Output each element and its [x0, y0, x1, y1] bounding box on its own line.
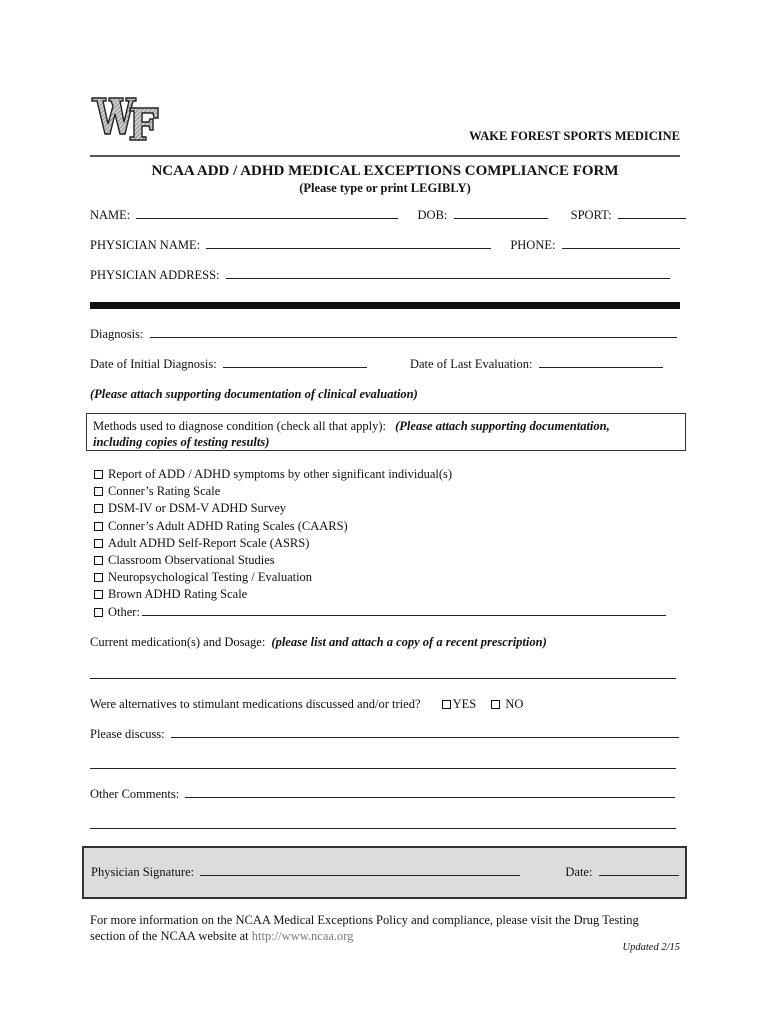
- ncaa-link[interactable]: http://www.ncaa.org: [251, 929, 354, 943]
- method-item[interactable]: Report of ADD / ADHD symptoms by other significant individual(s): [94, 466, 684, 483]
- comments-label: Other Comments:: [90, 787, 180, 801]
- method-item-other[interactable]: Other:: [94, 604, 684, 621]
- name-label: NAME:: [90, 208, 131, 222]
- diagnosis-dates-row: [90, 357, 680, 372]
- discuss-row: [90, 727, 680, 742]
- comments-field[interactable]: [185, 797, 675, 798]
- checkbox-icon[interactable]: [491, 700, 500, 709]
- sport-label: SPORT:: [570, 208, 612, 222]
- physician-address-label: PHYSICIAN ADDRESS:: [90, 268, 220, 282]
- discuss-field-line2[interactable]: [90, 768, 676, 769]
- method-item[interactable]: Neuropsychological Testing / Evaluation: [94, 569, 684, 586]
- last-evaluation-label: Date of Last Evaluation:: [409, 357, 533, 371]
- initial-diagnosis-field[interactable]: [223, 367, 367, 368]
- alternatives-question: Were alternatives to stimulant medications discussed and/or tried?: [90, 697, 421, 711]
- phone-field[interactable]: [562, 248, 680, 249]
- signature-date-field[interactable]: [599, 875, 679, 876]
- signature-field[interactable]: [200, 875, 520, 876]
- footer-info: [90, 912, 680, 944]
- physician-address-field[interactable]: [226, 278, 670, 279]
- diagnosis-row: [90, 327, 680, 342]
- method-item[interactable]: Brown ADHD Rating Scale: [94, 586, 684, 603]
- discuss-field[interactable]: [171, 737, 679, 738]
- methods-box: [86, 413, 686, 451]
- medication-field[interactable]: [90, 678, 676, 679]
- methods-checklist: [94, 466, 684, 621]
- discuss-label: Please discuss:: [90, 727, 165, 741]
- organization-name: WAKE FOREST SPORTS MEDICINE: [469, 129, 680, 143]
- physician-row: [90, 238, 680, 253]
- checkbox-icon[interactable]: [94, 608, 103, 617]
- medication-note: (please list and attach a copy of a recent prescription): [271, 635, 547, 649]
- methods-note-cont: including copies of testing results): [93, 435, 270, 449]
- signature-row: [91, 865, 679, 880]
- method-item[interactable]: Classroom Observational Studies: [94, 552, 684, 569]
- last-evaluation-field[interactable]: [539, 367, 663, 368]
- signature-box: [82, 846, 687, 899]
- section-divider: [90, 302, 680, 309]
- checkbox-icon[interactable]: [94, 470, 103, 479]
- diagnosis-label: Diagnosis:: [90, 327, 144, 341]
- wake-forest-logo: [90, 94, 160, 142]
- medication-row: [90, 635, 680, 650]
- updated-date: Updated 2/15: [622, 942, 680, 953]
- sport-field[interactable]: [618, 218, 686, 219]
- methods-note: (Please attach supporting documentation,: [395, 419, 610, 433]
- name-field[interactable]: [136, 218, 398, 219]
- other-method-field[interactable]: [142, 615, 666, 616]
- checkbox-icon[interactable]: [94, 504, 103, 513]
- identity-row: [90, 208, 680, 223]
- phone-label: PHONE:: [510, 238, 556, 252]
- footer-text-line1: For more information on the NCAA Medical Exceptions Policy and compliance, please visit the Drug Testing: [90, 913, 639, 927]
- no-option[interactable]: NO: [491, 697, 523, 711]
- address-row: [90, 268, 680, 283]
- medication-label: Current medication(s) and Dosage:: [90, 635, 266, 649]
- form-subtitle: (Please type or print LEGIBLY): [299, 181, 471, 195]
- attach-note: (Please attach supporting documentation of clinical evaluation): [90, 387, 418, 401]
- yes-option[interactable]: YES: [442, 697, 477, 711]
- checkbox-icon[interactable]: [94, 539, 103, 548]
- checkbox-icon[interactable]: [94, 590, 103, 599]
- signature-label: Physician Signature:: [91, 865, 195, 879]
- methods-intro: Methods used to diagnose condition (check all that apply):: [93, 419, 386, 433]
- comments-row: [90, 787, 680, 802]
- checkbox-icon[interactable]: [442, 700, 451, 709]
- dob-field[interactable]: [454, 218, 548, 219]
- footer-text-line2: section of the NCAA website at: [90, 929, 249, 943]
- method-item[interactable]: Conner’s Adult ADHD Rating Scales (CAARS): [94, 518, 684, 535]
- checkbox-icon[interactable]: [94, 556, 103, 565]
- checkbox-icon[interactable]: [94, 487, 103, 496]
- header-divider: [90, 155, 680, 157]
- method-item[interactable]: Adult ADHD Self-Report Scale (ASRS): [94, 535, 684, 552]
- physician-name-label: PHYSICIAN NAME:: [90, 238, 201, 252]
- form-title: NCAA ADD / ADHD MEDICAL EXCEPTIONS COMPLIANCE FORM: [151, 163, 619, 179]
- method-item[interactable]: DSM-IV or DSM-V ADHD Survey: [94, 500, 684, 517]
- checkbox-icon[interactable]: [94, 522, 103, 531]
- dob-label: DOB:: [417, 208, 448, 222]
- diagnosis-field[interactable]: [150, 337, 677, 338]
- initial-diagnosis-label: Date of Initial Diagnosis:: [90, 357, 217, 371]
- checkbox-icon[interactable]: [94, 573, 103, 582]
- physician-name-field[interactable]: [206, 248, 491, 249]
- alternatives-row: [90, 697, 680, 712]
- comments-field-line2[interactable]: [90, 828, 676, 829]
- signature-date-label: Date:: [565, 865, 593, 879]
- method-item[interactable]: Conner’s Rating Scale: [94, 483, 684, 500]
